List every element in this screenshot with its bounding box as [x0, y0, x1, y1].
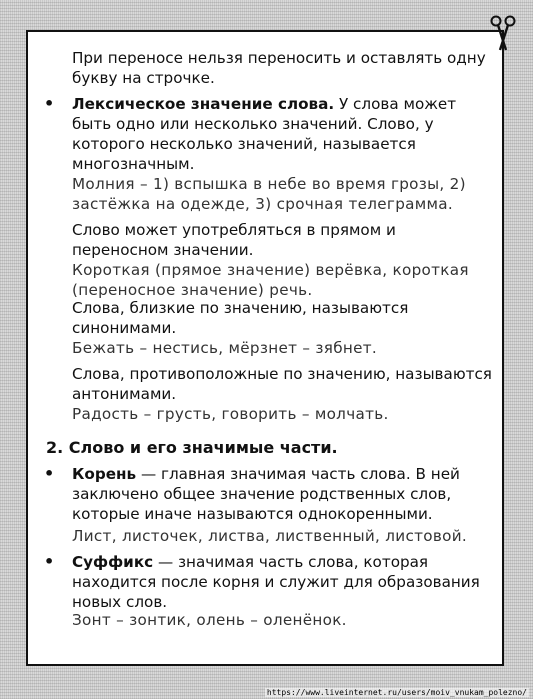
- bullet-marker: •: [44, 94, 55, 113]
- figurative-meaning-text: Слово может употребляться в прямом и переносном значении.: [72, 221, 396, 259]
- suffix-paragraph: [72, 552, 492, 612]
- synonyms-example: Бежать – нестись, мёрзнет – зябнет.: [72, 339, 378, 357]
- suffix-term: Суффикс: [72, 553, 154, 571]
- rules-card: [26, 30, 504, 666]
- root-paragraph: [72, 464, 492, 524]
- suffix-example: Зонт – зонтик, олень – оленёнок.: [72, 611, 347, 629]
- root-definition: — главная значимая часть слова. В ней заключено общее значение родственных слов, которые иначе называются однокоренными.: [72, 465, 460, 523]
- hyphenation-rule: При переносе нельзя переносить и оставлять одну букву на строчке.: [72, 49, 486, 87]
- antonyms-text: Слова, противоположные по значению, называются антонимами.: [72, 365, 492, 403]
- scissors-icon: [488, 14, 518, 54]
- synonyms-text: Слова, близкие по значению, называются синонимами.: [72, 299, 409, 337]
- lexical-meaning-example: Молния – 1) вспышка в небе во время грозы, 2) застёжка на одежде, 3) срочная телеграмма.: [72, 175, 466, 213]
- bullet-marker: •: [44, 464, 55, 483]
- lexical-meaning-term: Лексическое значение слова.: [72, 95, 335, 113]
- section-2-heading: 2. Слово и его значимые части.: [46, 438, 338, 457]
- lexical-meaning-definition: У слова может быть одно или несколько значений. Слово, у которого несколько значений, называется многозначным.: [72, 95, 457, 173]
- root-term: Корень: [72, 465, 137, 483]
- lexical-meaning-paragraph: [72, 94, 492, 174]
- suffix-definition: — значимая часть слова, которая находится после корня и служит для образования новых слов.: [72, 553, 480, 611]
- bullet-marker: •: [44, 552, 55, 571]
- antonyms-example: Радость – грусть, говорить – молчать.: [72, 405, 389, 423]
- figurative-meaning-example: Короткая (прямое значение) верёвка, короткая (переносное значение) речь.: [72, 261, 469, 299]
- root-example: Лист, листочек, листва, лиственный, листовой.: [72, 527, 467, 545]
- footer-url[interactable]: https://www.liveinternet.ru/users/moiv_vnukam_polezno/: [266, 688, 527, 697]
